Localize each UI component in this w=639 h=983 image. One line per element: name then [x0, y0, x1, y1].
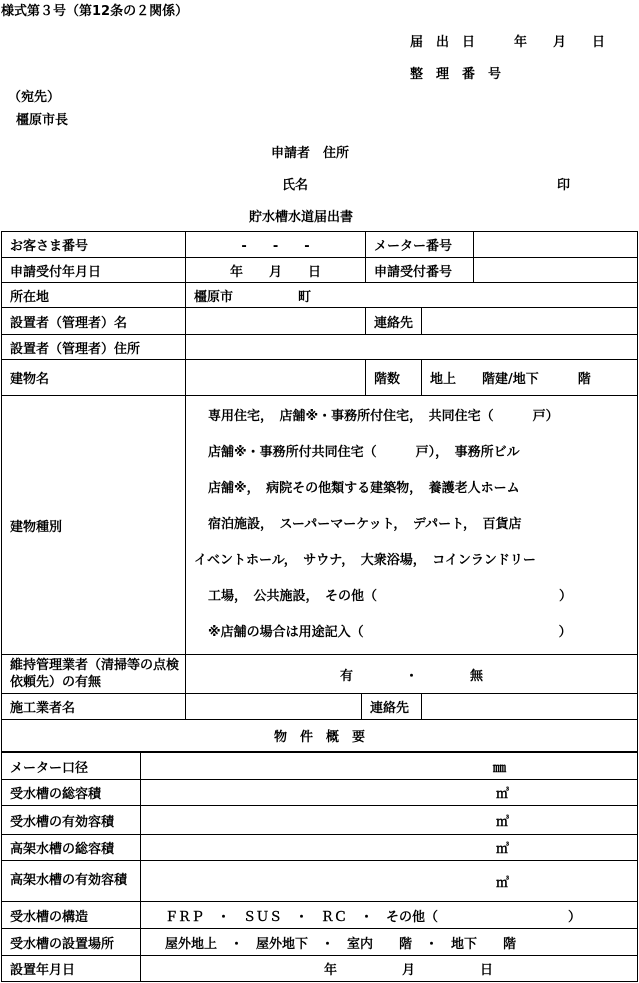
building-type-line: 工場， 公共施設， その他（ ） [208, 589, 573, 604]
install-date-label: 設置年月日 [2, 956, 141, 982]
reference-number: 整 理 番 号 [410, 67, 502, 82]
meter-number-label: メーター番号 [366, 232, 474, 258]
elevated-effective-unit[interactable]: ㎥ [141, 861, 638, 902]
reception-date-value[interactable]: 年 月 日 [186, 258, 366, 283]
meter-number-field[interactable] [474, 232, 638, 258]
installer-name-field[interactable] [186, 308, 366, 335]
seal-mark: 印 [557, 178, 571, 193]
maintenance-value[interactable]: 有 ・ 無 [186, 655, 638, 694]
building-type-options[interactable] [186, 396, 638, 655]
customer-number-label: お客さま番号 [2, 232, 186, 258]
reception-date-label: 申請受付年月日 [2, 258, 186, 283]
property-summary-table [1, 752, 638, 982]
applicant-address-label: 申請者 住所 [271, 146, 350, 161]
form-number: 様式第３号（第12条の２関係） [1, 4, 189, 19]
installer-contact-label: 連絡先 [366, 308, 422, 335]
reception-number-label: 申請受付番号 [366, 258, 474, 283]
tank-effective-label: 受水槽の有効容積 [2, 806, 141, 835]
maintenance-label: 維持管理業者（清掃等の点検依頼先）の有無 [2, 655, 186, 694]
application-form [1, 231, 638, 752]
building-type-line: イベントホール， サウナ， 大衆浴場， コインランドリー [194, 553, 536, 568]
tank-effective-unit[interactable]: ㎥ [141, 806, 638, 835]
floors-value[interactable]: 地上 階建/地下 階 [422, 360, 638, 396]
tank-location-label: 受水槽の設置場所 [2, 929, 141, 956]
elevated-effective-label: 高架水槽の有効容積 [2, 861, 141, 902]
location-value[interactable]: 橿原市 町 [186, 283, 638, 308]
tank-total-label: 受水槽の総容積 [2, 780, 141, 806]
customer-number-value[interactable]: - - - [186, 232, 366, 258]
contractor-name-label: 施工業者名 [2, 694, 186, 720]
property-summary-heading: 物 件 概 要 [2, 720, 638, 752]
building-type-line: ※店舗の場合は用途記入（ ） [208, 625, 572, 640]
building-type-line: 店舗※， 病院その他類する建築物， 養護老人ホーム [208, 481, 520, 496]
tank-total-unit[interactable]: ㎥ [141, 780, 638, 806]
installer-contact-field[interactable] [422, 308, 638, 335]
installer-address-label: 設置者（管理者）住所 [2, 335, 186, 360]
installer-address-field[interactable] [186, 335, 638, 360]
install-date-value[interactable]: 年 月 日 [141, 956, 638, 982]
building-type-label: 建物種別 [2, 396, 186, 655]
meter-size-unit[interactable]: ㎜ [141, 753, 638, 780]
reception-number-field[interactable] [474, 258, 638, 283]
building-name-label: 建物名 [2, 360, 186, 396]
tank-structure-value[interactable]: ＦＲＰ ・ ＳＵＳ ・ ＲＣ ・ その他（ ） [141, 902, 638, 929]
elevated-total-unit[interactable]: ㎥ [141, 835, 638, 861]
contractor-name-field[interactable] [186, 694, 362, 720]
building-name-field[interactable] [186, 360, 366, 396]
tank-location-value[interactable]: 屋外地上 ・ 屋外地下 ・ 室内 階 ・ 地下 階 [141, 929, 638, 956]
building-type-line: 宿泊施設， スーパーマーケット， デパート， 百貨店 [208, 517, 522, 532]
building-type-line: 店舗※・事務所付共同住宅（ 戸）， 事務所ビル [208, 445, 520, 460]
installer-name-label: 設置者（管理者）名 [2, 308, 186, 335]
contractor-contact-field[interactable] [422, 694, 638, 720]
floors-label: 階数 [366, 360, 422, 396]
recipient: 橿原市長 [16, 113, 69, 128]
meter-size-label: メーター口径 [2, 753, 141, 780]
building-type-line: 専用住宅， 店舗※・事務所付住宅， 共同住宅（ 戸） [208, 409, 559, 424]
contractor-contact-label: 連絡先 [362, 694, 422, 720]
applicant-name-label: 氏名 [282, 178, 309, 193]
tank-structure-label: 受水槽の構造 [2, 902, 141, 929]
filed-date: 届 出 日 年 月 日 [410, 35, 606, 50]
elevated-total-label: 高架水槽の総容積 [2, 835, 141, 861]
document-title: 貯水槽水道届出書 [249, 210, 354, 225]
location-label: 所在地 [2, 283, 186, 308]
to-label: （宛先） [8, 90, 61, 105]
